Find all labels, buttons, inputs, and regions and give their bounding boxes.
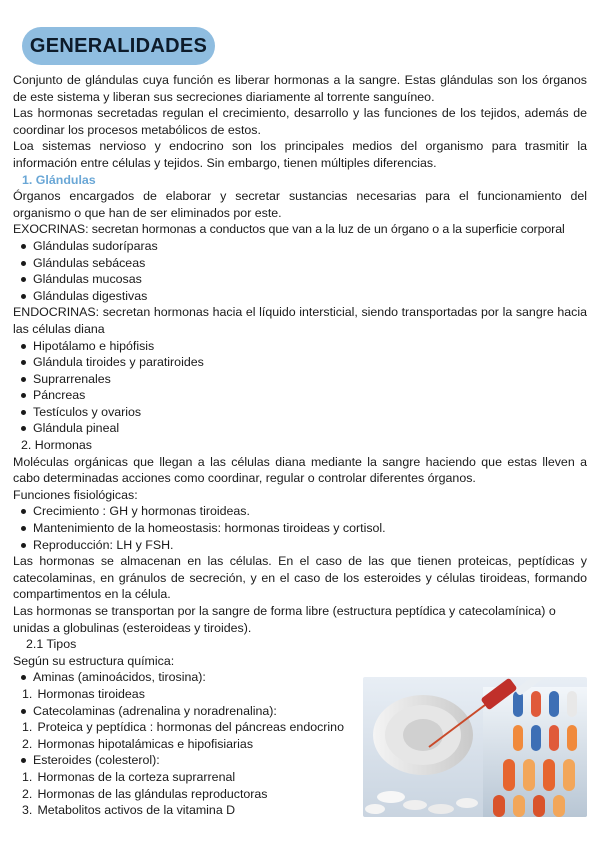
list-item: Esteroides (colesterol): [13,752,587,769]
endocrinas-paragraph: ENDOCRINAS: secretan hormonas hacia el líquido intersticial, siendo transportadas por la sangre hacia las células diana [13,305,587,336]
intro-paragraph-1: Conjunto de glándulas cuya función es liberar hormonas a la sangre. Estas glándulas son los órganos de este sistema y liberan sus secreciones diariamente al torrente sanguíneo. [13,73,587,104]
exocrinas-list [13,238,587,304]
list-item: Reproducción: LH y FSH. [13,537,587,554]
list-item: Suprarrenales [13,371,587,388]
section-heading-glandulas: 1. Glándulas [22,172,96,187]
item-number: 2. [22,736,33,751]
section-heading-tipos: 2.1 Tipos [26,637,77,652]
list-item: Glándula pineal [13,420,587,437]
photo-illustration [363,677,587,817]
exocrinas-paragraph: EXOCRINAS: secretan hormonas a conductos que van a la luz de un órgano o a la superficie corporal [13,222,565,237]
list-item: Glándulas sebáceas [13,255,587,272]
list-item: Glándulas mucosas [13,271,587,288]
storage-paragraph: Las hormonas se almacenan en las células. En el caso de las que tienen proteicas, peptídicas y catecolaminas, en gránulos de secreción, y en el caso de los esteroides y células tiroideas, formando compartimentos en la célula. [13,554,587,602]
page-title-badge [22,27,215,65]
item-number: 3. [22,803,33,818]
functions-list [13,503,587,553]
hormonas-definition: Moléculas orgánicas que llegan a las células diana mediante la sangre haciendo que estas lleven a cabo determinadas acciones como coordinar, regular o controlar diferentes órganos. [13,454,587,486]
list-item: Páncreas [13,387,587,404]
list-item: Mantenimiento de la homeostasis: hormonas tiroideas y cortisol. [13,520,587,537]
transport-paragraph: Las hormonas se transportan por la sangre de forma libre (estructura peptídica y catecolamínica) o unidas a globulinas (esteroideas y tiroides). [13,604,556,635]
intro-paragraph-3: Loa sistemas nervioso y endocrino son los principales medios del organismo para trasmitir la información entre células y tejidos. Sin embargo, tienen múltiples diferencias. [13,139,587,170]
item-number: 1. [22,686,33,701]
item-number: 2. [22,786,33,801]
item-text: Proteica y peptídica : hormonas del páncreas endocrino [37,720,344,735]
list-item: Crecimiento : GH y hormonas tiroideas. [13,503,587,520]
item-text: Hormonas de la corteza suprarrenal [37,769,236,784]
item-text: Metabolitos activos de la vitamina D [37,803,236,818]
item-number: 1. [22,720,33,735]
item-text: Hormonas de las glándulas reproductoras [37,786,268,801]
list-item: Hipotálamo e hipófisis [13,338,587,355]
tipos-intro: Según su estructura química: [13,653,175,668]
list-item: Aminas (aminoácidos, tirosina): [13,669,587,686]
list-item: Catecolaminas (adrenalina y noradrenalina): [13,703,587,720]
item-number: 1. [22,769,33,784]
item-text: Hormonas tiroideas [37,686,145,701]
list-item: Glándula tiroides y paratiroides [13,354,587,371]
intro-paragraph-2: Las hormonas secretadas regulan el crecimiento, desarrollo y las funciones de los tejidos, además de coordinar los procesos metabólicos de estos. [13,106,587,137]
list-item: Glándulas digestivas [13,288,587,305]
section-heading-hormonas: 2. Hormonas [21,438,92,453]
glandulas-definition: Órganos encargados de elaborar y secretar sustancias necesarias para el funcionamiento del organismo o que han de ser eliminados por este. [13,189,587,220]
medicine-syringe-photo [363,677,587,817]
page-title: GENERALIDADES [29,34,208,57]
endocrinas-list [13,338,587,438]
list-item: Testículos y ovarios [13,404,587,421]
functions-label: Funciones fisiológicas: [13,487,138,502]
item-text: Hormonas hipotalámicas e hipofisiarias [37,736,254,751]
list-item: Glándulas sudoríparas [13,238,587,255]
